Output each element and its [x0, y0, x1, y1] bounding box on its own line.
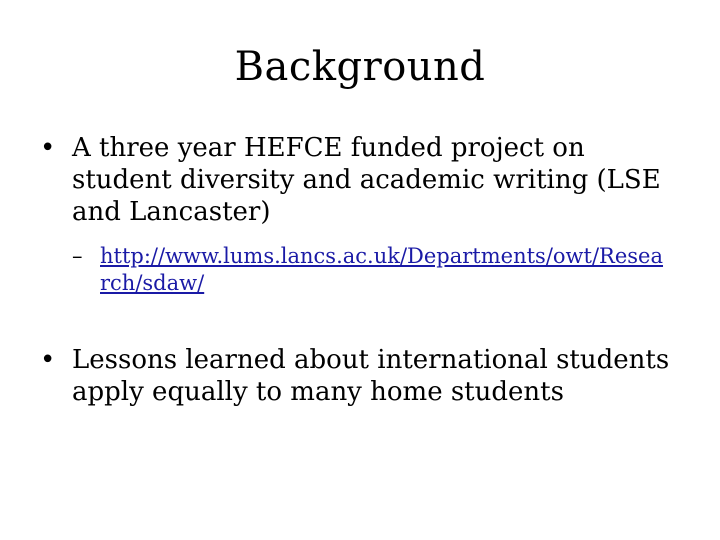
sub-bullet-marker: – — [72, 244, 83, 268]
bullet-text: A three year HEFCE funded project on student diversity and academic writing (LSE and Lancaster) — [72, 133, 661, 227]
bullet-marker: • — [40, 345, 56, 375]
slide-title: Background — [234, 44, 486, 90]
bullet-marker: • — [40, 133, 56, 163]
bullet-text: Lessons learned about international students apply equally to many home students — [72, 345, 670, 407]
bullet-item-2 — [40, 344, 680, 408]
bullet-item-1 — [40, 132, 680, 228]
project-link[interactable]: http://www.lums.lancs.ac.uk/Departments/owt/Research/sdaw/ — [100, 244, 664, 295]
sub-bullet-item — [72, 243, 672, 297]
